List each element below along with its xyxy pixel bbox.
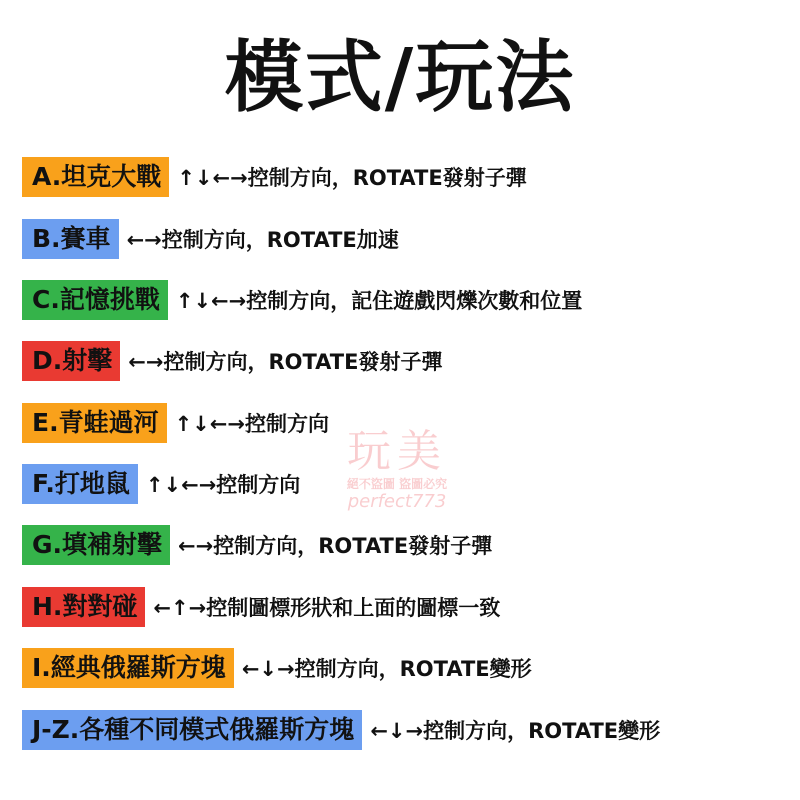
mode-desc: ←→控制方向，ROTATE加速 (126, 228, 399, 252)
mode-desc: ↑↓←→控制方向，ROTATE發射子彈 (177, 166, 527, 190)
mode-tag-match: H.對對碰 (22, 587, 145, 627)
mode-tag-tank-battle: A.坦克大戰 (22, 157, 169, 197)
mode-row-b (22, 219, 399, 259)
mode-tag-memory-challenge: C.記憶挑戰 (22, 280, 168, 320)
mode-tag-shooting: D.射擊 (22, 341, 120, 381)
watermark-brand: 玩美 (347, 426, 447, 477)
mode-row-i (22, 648, 532, 688)
mode-row-f (22, 464, 300, 504)
mode-tag-frogger: E.青蛙過河 (22, 403, 167, 443)
mode-tag-racing: B.賽車 (22, 219, 119, 259)
mode-tag-tetris-variants: J-Z.各種不同模式俄羅斯方塊 (22, 710, 362, 750)
mode-row-d (22, 341, 442, 381)
mode-desc: ←→控制方向，ROTATE發射子彈 (178, 534, 493, 558)
mode-desc: ↑↓←→控制方向 (145, 473, 301, 497)
mode-desc: ←↓→控制方向，ROTATE變形 (241, 657, 532, 681)
mode-row-e (22, 403, 329, 443)
watermark (322, 428, 472, 512)
mode-desc: ←↓→控制方向，ROTATE變形 (370, 719, 661, 743)
mode-row-g (22, 525, 492, 565)
mode-desc: ↑↓←→控制方向，記住遊戲閃爍次數和位置 (175, 289, 583, 313)
mode-row-c (22, 280, 582, 320)
mode-row-j-z (22, 710, 660, 750)
mode-row-a (22, 157, 527, 197)
mode-tag-whack-a-mole: F.打地鼠 (22, 464, 138, 504)
watermark-handle: perfect773 (347, 491, 447, 512)
mode-tag-fill-shooting: G.填補射擊 (22, 525, 170, 565)
mode-desc: ←↑→控制圖標形狀和上面的圖標一致 (153, 596, 501, 620)
page-title: 模式/玩法 (224, 33, 576, 123)
mode-desc: ↑↓←→控制方向 (174, 412, 329, 436)
mode-tag-classic-tetris: I.經典俄羅斯方塊 (22, 648, 234, 688)
mode-row-h (22, 587, 500, 627)
watermark-notice: 絕不盜圖 盜圖必究 (346, 477, 448, 491)
mode-desc: ←→控制方向，ROTATE發射子彈 (128, 350, 443, 374)
